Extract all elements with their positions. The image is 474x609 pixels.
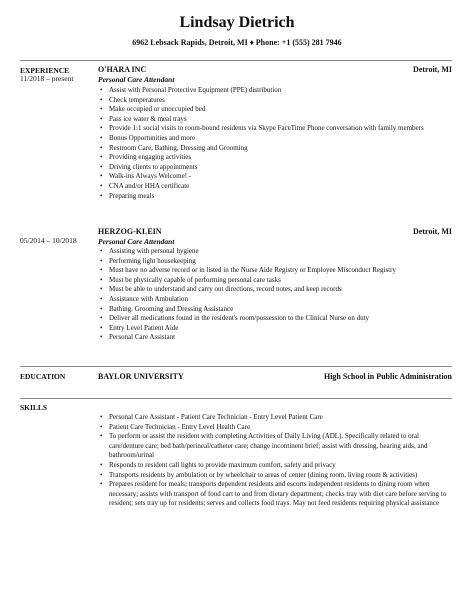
job-dates: 11/2018 – present — [20, 74, 74, 83]
list-item: • Responds to resident call lights to provide maximum comfort, safety and privacy — [98, 461, 452, 471]
school-name: BAYLOR UNIVERSITY — [98, 372, 184, 381]
job-location: Detroit, MI — [413, 65, 452, 74]
contact-line: 6962 Lebsack Rapids, Detroit, MI ♦ Phone: +1 (555) 281 7946 — [132, 38, 342, 47]
list-item: • Must be able to understand and carry out directions, record notes, and keep records — [98, 285, 452, 295]
list-item: • Performing light housekeeping — [98, 257, 452, 267]
section-label-education: EDUCATION — [20, 372, 66, 381]
list-item: • Bathing, Grooming and Dressing Assistance — [98, 305, 452, 315]
list-item: • To perform or assist the resident with completing Activities of Daily Living (ADL). Specifically related to oral care/denture care; bed bath/perineal/catheter care; change incontinent brief; assist with dressing, hearing aids, and bathroom/urinal — [98, 432, 452, 461]
section-label-skills: SKILLS — [20, 403, 48, 412]
list-item: • Restroom Care, Bathing, Dressing and Grooming — [98, 144, 452, 154]
list-item: • Prepares resident for meals; transports dependent residents and escorts independent residents to dining room when necessary; assists with transport of food cart to and from dietary department; checks tray with diet care before serving to resident; sets tray up for residents; serves and collects food trays. May not feed residents requiring physical assistance — [98, 480, 452, 509]
job-company: O'HARA INC — [98, 65, 147, 74]
job-title: Personal Care Attendant — [98, 75, 175, 84]
list-item: • Assisting with personal hygiene — [98, 247, 452, 257]
list-item: • Personal Care Assistant - Patient Care Technician - Entry Level Patient Care — [98, 413, 452, 423]
list-item: • Provide 1:1 social visits to room-bound residents via Skype FaceTime Phone conversation with family members — [98, 124, 452, 134]
list-item: • Assist with Personal Protective Equipment (PPE) distribution — [98, 86, 452, 96]
list-item: • Patient Care Technician - Entry Level Health Care — [98, 423, 452, 433]
job-location: Detroit, MI — [413, 227, 452, 236]
job-dates: 05/2014 – 10/2018 — [20, 236, 77, 245]
section-divider-experience — [20, 60, 452, 61]
list-item: • Personal Care Assistant — [98, 333, 452, 343]
list-item: • Check temperatures — [98, 96, 452, 106]
list-item: • Driving clients to appointments — [98, 163, 452, 173]
list-item: • CNA and/or HHA certificate — [98, 182, 452, 192]
section-divider-skills — [20, 398, 452, 399]
candidate-name: Lindsay Dietrich — [179, 14, 295, 31]
skills-bullets — [98, 413, 452, 509]
job-bullets — [98, 247, 452, 343]
job-title: Personal Care Attendant — [98, 237, 175, 246]
list-item: • Walk-ins Always Welcome! - — [98, 172, 452, 182]
list-item: • Must be physically capable of performing personal care tasks — [98, 276, 452, 286]
section-label-experience: EXPERIENCE — [20, 66, 70, 75]
list-item: • Deliver all medications found in the resident's room/possession to the Clinical Nurse on duty — [98, 314, 452, 324]
list-item: • Bonus Opportunities and more — [98, 134, 452, 144]
list-item: • Providing engaging activities — [98, 153, 452, 163]
list-item: • Pass ice water & meal trays — [98, 115, 452, 125]
list-item: • Entry Level Patient Aide — [98, 324, 452, 334]
list-item: • Assistance with Ambulation — [98, 295, 452, 305]
list-item: • Must have no adverse record or in listed in the Nurse Aide Registry or Employee Misconduct Registry — [98, 266, 452, 276]
list-item: • Transports residents by ambulation or by wheelchair to areas of center (dining room, living room & activities) — [98, 471, 452, 481]
list-item: • Preparing meals — [98, 192, 452, 202]
list-item: • Make occupied or unoccupied bed — [98, 105, 452, 115]
degree: High School in Public Administration — [323, 372, 452, 381]
job-company: HERZOG-KLEIN — [98, 227, 162, 236]
job-bullets — [98, 86, 452, 201]
section-divider-education — [20, 366, 452, 367]
